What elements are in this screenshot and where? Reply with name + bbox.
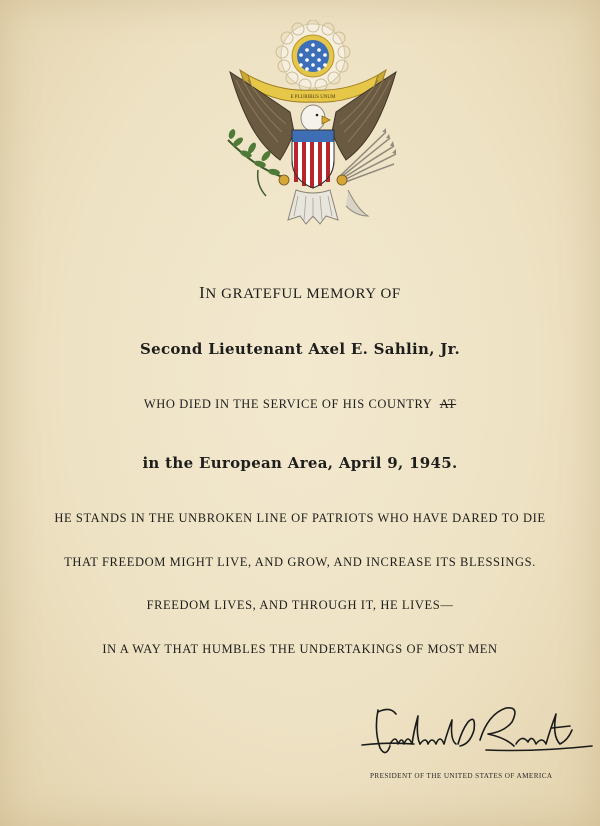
heading-line xyxy=(0,283,600,303)
place-and-date: in the European Area, April 9, 1945. xyxy=(142,454,458,472)
glory-cloud-ring xyxy=(276,20,350,91)
tribute-line-3: FREEDOM LIVES, AND THROUGH IT, HE LIVES— xyxy=(146,598,454,612)
shield xyxy=(292,130,334,188)
tribute-line-2: THAT FREEDOM MIGHT LIVE, AND GROW, AND INCREASE ITS BLESSINGS. xyxy=(64,555,536,569)
signer-title: PRESIDENT OF THE UNITED STATES OF AMERICA xyxy=(370,772,553,780)
eagle-head xyxy=(301,105,330,131)
great-seal-eagle-emblem xyxy=(218,20,408,230)
honoree-name: Second Lieutenant Axel E. Sahlin, Jr. xyxy=(139,340,461,358)
struck-word: AT xyxy=(439,397,457,411)
tribute-line-4: IN A WAY THAT HUMBLES THE UNDERTAKINGS OF MOST MEN xyxy=(102,642,498,656)
service-line xyxy=(0,397,600,412)
heading-text: N GRATEFUL MEMORY OF xyxy=(205,286,401,302)
motto-text: E PLURIBUS UNUM xyxy=(290,95,336,100)
service-text: WHO DIED IN THE SERVICE OF HIS COUNTRY xyxy=(143,397,432,411)
heading-initial: I xyxy=(199,283,206,302)
tribute-line-1: HE STANDS IN THE UNBROKEN LINE OF PATRIOTS WHO HAVE DARED TO DIE xyxy=(54,511,546,525)
presidential-signature xyxy=(356,700,596,770)
